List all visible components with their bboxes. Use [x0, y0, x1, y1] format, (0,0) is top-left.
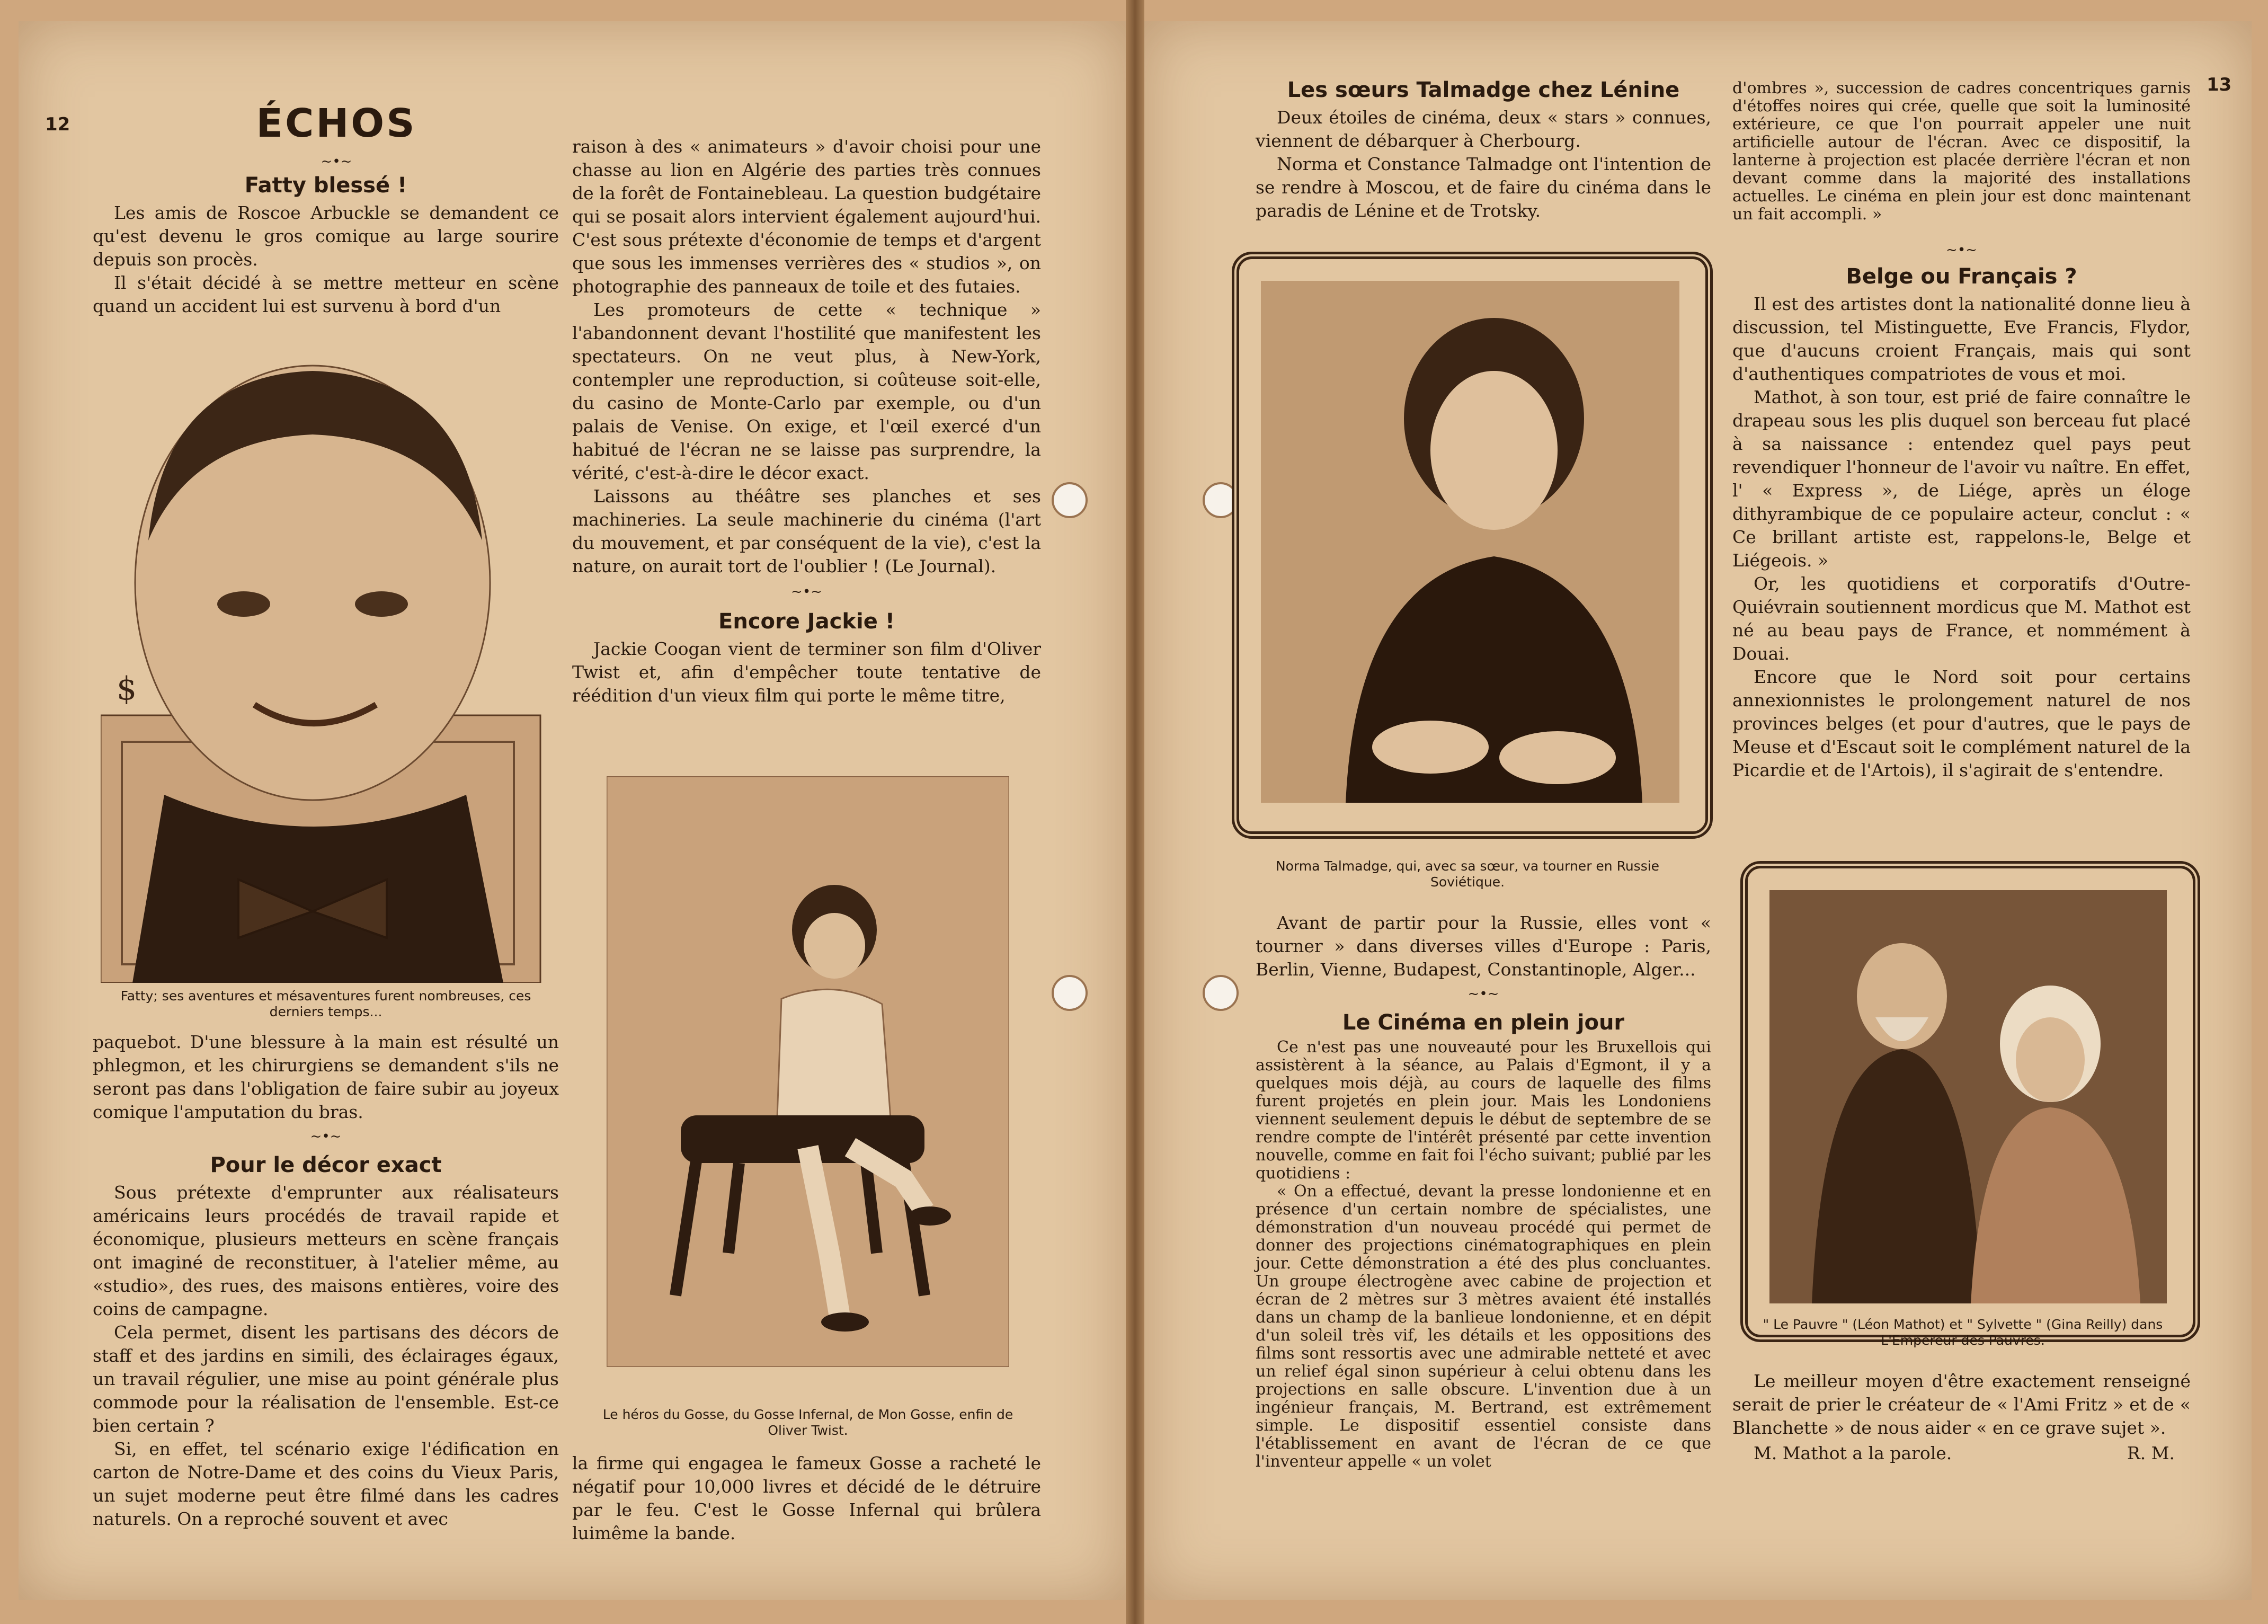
article-decor-cont	[572, 135, 1041, 707]
heading-talmadge: Les sœurs Talmadge chez Lénine	[1287, 78, 1680, 102]
paragraph: d'ombres », succession de cadres concentriques garnis d'étoffes noires qui crée, quelle que soit la luminosité extérieure, ce que l'on pourrait appeler une nuit artificielle autour de l'écran. Avec ce dispositif, la lanterne à projection est placée derrière l'écran et non devant comme dans la majorité des installations actuelles. Le cinéma en plein jour est donc maintenant un fait accompli. »	[1732, 79, 2191, 224]
article-jackie-cont	[572, 1452, 1041, 1545]
mathot-photo	[1769, 890, 2167, 1303]
paragraph: Encore que le Nord soit pour certains annexionnistes le prolongement naturel de nos provinces belges (et pour d'autres, que le pays de Meuse et d'Escaut soit le complément naturel de la Picardie et de l'Artois), il s'agirait de s'entendre.	[1732, 667, 2191, 780]
ornament: ~•~	[310, 1129, 342, 1144]
paragraph: Norma et Constance Talmadge ont l'intention de se rendre à Moscou, et de faire du cinéma dans le paradis de Lénine et de Trotsky.	[1256, 154, 1711, 221]
punch-hole	[1203, 975, 1239, 1011]
svg-text:$: $	[117, 670, 137, 707]
heading-belge: Belge ou Français ?	[1846, 264, 2077, 289]
paragraph: raison à des « animateurs » d'avoir choisi pour une chasse au lion en Algérie des parties très connues de la forêt de Fontainebleau. La question budgétaire qui se posait alors intervient également aujourd'hui. C'est sous prétexte d'économie de temps et d'argent que sous les immenses verrières des « studios », on photographie des panneaux de toile et des futaies.	[572, 136, 1041, 297]
paragraph: Ce n'est pas une nouveauté pour les Bruxellois qui assistèrent à la séance, au Palais d'Egmont, il y a quelques mois déjà, au cours de laquelle des films furent projetés en plein jour. Mais les Londoniens viennent seulement depuis le début de septembre de se rendre compte de l'intérêt présenté par cette invention nouvelle, comme en fait foi l'écho suivant; publié par les quotidiens :	[1256, 1038, 1711, 1183]
paragraph: Mathot, à son tour, est prié de faire connaître le drapeau sous les plis duquel son berceau fut placé à sa naissance : entendez quel pays peut revendiquer l'honneur de l'avoir vu naître. En effet, l' « Express », de Liége, après un éloge dithyrambique de ce populaire acteur, conclut : « Ce brillant artiste est, rappelons-le, Belge et Liégeois. »	[1732, 387, 2191, 571]
paragraph: Les promoteurs de cette « technique » l'abandonnent devant l'hostilité que manifestent les spectateurs. On ne veut plus, à New-York, contempler une reproduction, si coûteuse soit-elle, du casino de Monte-Carlo par exemple, ou d'un palais de Venise. On exige, et l'œil exercé d'un habitué de l'écran ne se laisse pas surprendre, la vérité, c'est-à-dire le décor exact.	[572, 299, 1041, 483]
paragraph: Il s'était décidé à se mettre metteur en scène quand un accident lui est survenu à bord d'un	[93, 272, 559, 316]
paragraph: Si, en effet, tel scénario exige l'édification en carton de Notre-Dame et des coins du Vieux Paris, un sujet moderne peut être filmé dans les cadres naturels. On a reproché souvent et avec	[93, 1439, 559, 1529]
punch-hole	[1052, 975, 1088, 1011]
paragraph: paquebot. D'une blessure à la main est résulté un phlegmon, et les chirurgiens se demandent s'ils ne seront pas dans l'obligation de faire subir au joyeux comique l'amputation du bras.	[93, 1032, 559, 1122]
caption-norma: Norma Talmadge, qui, avec sa sœur, va tourner en Russie Soviétique.	[1275, 858, 1660, 890]
section-title: ÉCHOS	[256, 101, 417, 146]
author-initials: R. M.	[2127, 1443, 2175, 1463]
caption-fatty: Fatty; ses aventures et mésaventures furent nombreuses, ces derniers temps...	[120, 988, 531, 1019]
paragraph: Jackie Coogan vient de terminer son film d'Oliver Twist et, afin d'empêcher toute tentative de réédition d'un vieux film qui porte le même titre,	[572, 638, 1041, 706]
norma-photo	[1261, 281, 1679, 803]
caption-mathot: " Le Pauvre " (Léon Mathot) et " Sylvette " (Gina Reilly) dans L'Empereur des Pauvres.	[1763, 1317, 2163, 1348]
page-number: 13	[2207, 74, 2232, 95]
ornament: ~•~	[1467, 986, 1499, 1002]
article-belge-end	[1732, 1370, 2191, 1465]
paragraph: Cela permet, disent les partisans des décors de staff et des jardins en simili, des éclairages égaux, un travail régulier, une mise au point générale plus commode pour la réalisation de l'ensemble. Est-ce bien certain ?	[93, 1322, 559, 1436]
caption-jackie: Le héros du Gosse, du Gosse Infernal, de Mon Gosse, enfin de Oliver Twist.	[602, 1407, 1013, 1438]
signature-line	[1732, 1442, 2191, 1465]
right-page	[1144, 21, 2252, 1600]
paragraph: Sous prétexte d'emprunter aux réalisateurs américains leurs procédés de travail rapide et économique, plusieurs metteurs en scène français ont imaginé de reconstituer, à l'atelier même, au «studio», des rues, des maisons entières, voire des coins de campagne.	[93, 1182, 559, 1319]
page-number: 12	[45, 114, 70, 135]
paragraph: la firme qui engagea le fameux Gosse a racheté le négatif pour 10,000 livres et décidé de le détruire par le feu. C'est le Gosse Infernal qui brûlera luimême la bande.	[572, 1453, 1041, 1543]
heading-plein-jour: Le Cinéma en plein jour	[1342, 1010, 1625, 1035]
paragraph: Avant de partir pour la Russie, elles vont « tourner » dans diverses villes d'Europe : Paris, Berlin, Vienne, Budapest, Constantinople, Alger...	[1256, 912, 1711, 980]
article-talmadge	[1256, 74, 1711, 223]
article-plein-jour	[1256, 911, 1711, 1471]
paragraph: Or, les quotidiens et corporatifs d'Outre-Quiévrain soutiennent mordicus que M. Mathot est né au beau pays de France, et nommément à Douai.	[1732, 573, 2191, 664]
article-belge	[1732, 79, 2191, 782]
ornament: ~•~	[791, 584, 822, 600]
article-fatty	[93, 170, 559, 318]
heading-fatty: Fatty blessé !	[244, 173, 407, 198]
paragraph: Deux étoiles de cinéma, deux « stars » connues, viennent de débarquer à Cherbourg.	[1256, 107, 1711, 151]
paragraph: Le meilleur moyen d'être exactement renseigné serait de prier le créateur de « l'Ami Fritz » et de « Blanchette » de nous aider « en ce grave sujet ».	[1732, 1371, 2191, 1438]
heading-decor: Pour le décor exact	[210, 1153, 442, 1177]
paragraph: Laissons au théâtre ses planches et ses machineries. La seule machinerie du cinéma (l'art du mouvement, et par conséquent de la vie), c'est la nature, on aurait tort de l'oublier ! (Le Journal).	[572, 486, 1041, 576]
article-fatty-cont	[93, 1031, 559, 1531]
paragraph: Il est des artistes dont la nationalité donne lieu à discussion, tel Mistinguette, Eve Francis, Flydor, que d'aucuns croient Français, mais qui sont d'authentiques compatriotes de vous et moi.	[1732, 294, 2191, 384]
left-page	[19, 21, 1126, 1600]
closing-line: M. Mathot a la parole.	[1754, 1443, 1952, 1463]
paragraph: « On a effectué, devant la presse londonienne et en présence d'un certain nombre de spécialistes, une démonstration d'un nouveau procédé qui permet de donner des projections cinématographiques en plein jour. Cette démonstration a été des plus concluantes. Un groupe électrogène avec cabine de projection et écran de 2 mètres sur 3 mètres avaient été installés dans un champ de la banlieue londonienne, et en dépit d'un soleil très vif, les détails et les oppositions des films sont ressortis avec une admirable netteté et avec un relief égal sinon supérieur à celui obtenu dans les projections en salle obscure. L'invention due à un ingénieur français, M. Bertrand, est extrêmement simple. Le dispositif essentiel consiste dans l'établissement en avant de l'écran de ce que l'inventeur appelle « un volet	[1256, 1182, 1711, 1471]
heading-jackie: Encore Jackie !	[718, 609, 895, 634]
book-gutter	[1126, 0, 1144, 1624]
ornament: ~•~	[1946, 242, 1977, 258]
punch-hole	[1052, 482, 1088, 518]
jackie-photo	[607, 776, 1009, 1367]
paragraph: Les amis de Roscoe Arbuckle se demandent ce qu'est devenu le gros comique au large sourire depuis son procès.	[93, 202, 559, 270]
ornament: ~•~	[321, 154, 352, 170]
fatty-photo	[101, 360, 556, 983]
